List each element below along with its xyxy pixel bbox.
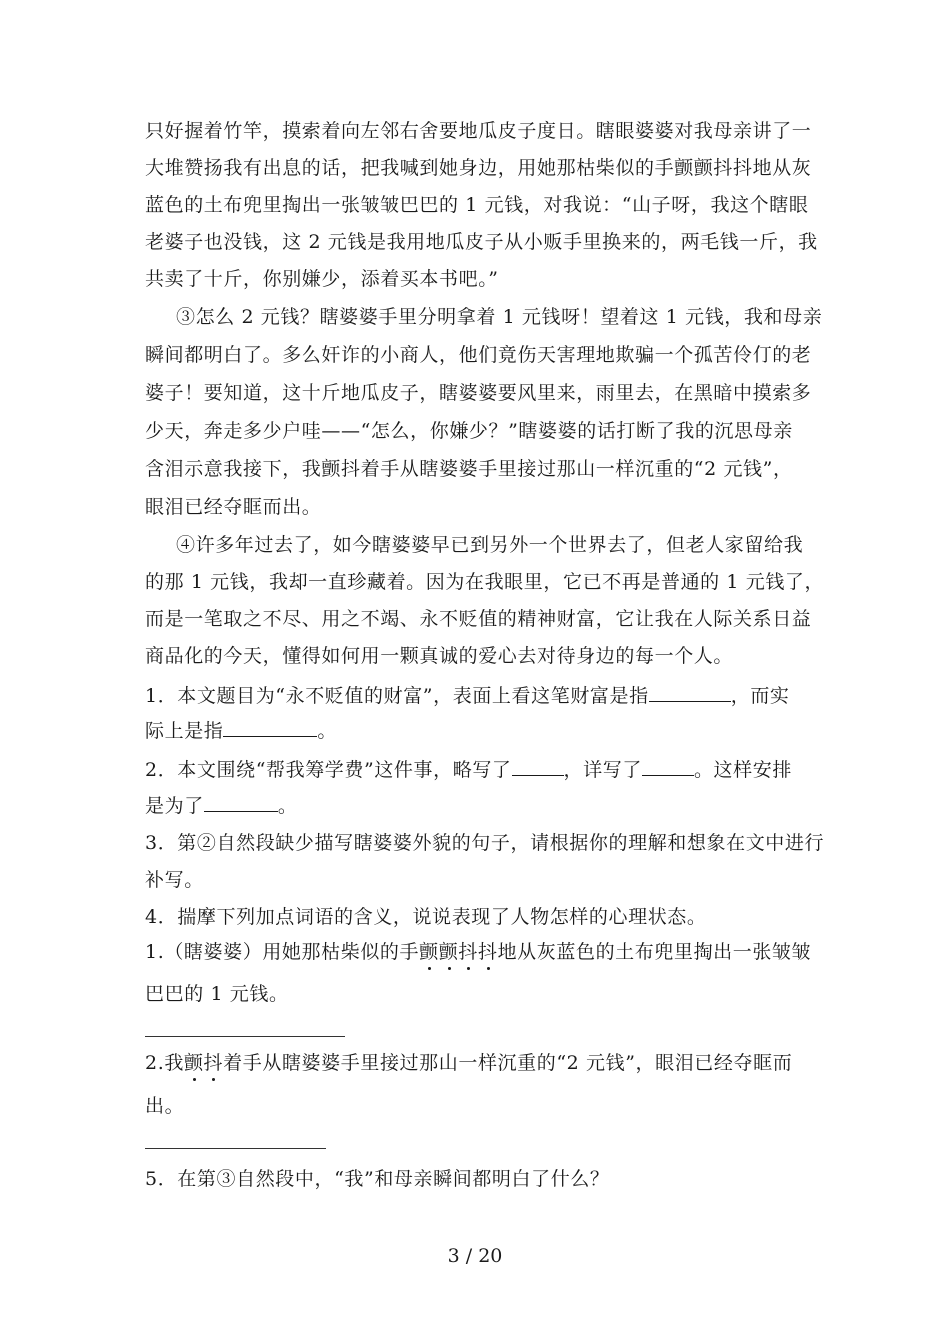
question-3: 3．第②自然段缺少描写瞎婆婆外貌的句子，请根据你的理解和想象在文中进行 xyxy=(145,832,825,854)
dotted-char: 抖 xyxy=(203,1052,224,1074)
question-2 xyxy=(145,757,792,782)
paragraph-line: 商品化的今天，懂得如何用一颗真诚的爱心去对待身边的每一个人。 xyxy=(145,645,734,667)
dotted-char: 抖 xyxy=(458,941,478,963)
question-text: ，而实 xyxy=(730,685,790,707)
question-3-continued: 补写。 xyxy=(145,869,204,891)
answer-blank[interactable] xyxy=(649,683,731,702)
question-text: 2．本文围绕“帮我筹学费”这件事，略写了 xyxy=(145,759,512,781)
paragraph-line: 老婆子也没钱，这 2 元钱是我用地瓜皮子从小贩手里换来的，两毛钱一斤，我 xyxy=(145,231,818,253)
question-text: 是为了 xyxy=(145,795,204,817)
question-text: 。这样安排 xyxy=(693,759,792,781)
answer-blank[interactable] xyxy=(223,718,317,737)
paragraph-line: 含泪示意我接下，我颤抖着手从瞎婆婆手里接过那山一样沉重的“2 元钱”， xyxy=(145,458,793,480)
dotted-char: 颤 xyxy=(183,1052,204,1074)
answer-blank[interactable] xyxy=(204,793,278,812)
dotted-char: 抖 xyxy=(477,941,498,963)
question-text: 。 xyxy=(277,795,298,817)
question-5: 5．在第③自然段中，“我”和母亲瞬间都明白了什么？ xyxy=(145,1168,610,1190)
sentence-text: 着手从瞎婆婆手里接过那山一样沉重的“2 元钱”，眼泪已经夺眶而 xyxy=(223,1052,793,1074)
sentence-text: 2.我 xyxy=(145,1052,184,1074)
question-text: ，详写了 xyxy=(563,759,642,781)
paragraph-line: 瞬间都明白了。多么奸诈的小商人，他们竟伤天害理地欺骗一个孤苦伶仃的老 xyxy=(145,344,812,366)
dotted-char: 颤 xyxy=(438,941,459,963)
question-2-continued xyxy=(145,793,297,818)
paragraph-line: 的那 1 元钱，我却一直珍藏着。因为在我眼里，它已不再是普通的 1 元钱了， xyxy=(145,571,825,593)
answer-line[interactable] xyxy=(145,1148,326,1149)
paragraph-line: 眼泪已经夺眶而出。 xyxy=(145,496,322,518)
paragraph-line: 大堆赞扬我有出息的话，把我喊到她身边，用她那枯柴似的手颤颤抖抖地从灰 xyxy=(145,157,812,179)
paragraph-line: 蓝色的土布兜里掏出一张皱皱巴巴的 1 元钱，对我说：“山子呀，我这个瞎眼 xyxy=(145,194,809,216)
answer-blank[interactable] xyxy=(512,757,564,776)
paragraph-line: ③怎么 2 元钱？瞎婆婆手里分明拿着 1 元钱呀！望着这 1 元钱，我和母亲 xyxy=(176,306,823,328)
answer-blank[interactable] xyxy=(642,757,694,776)
sentence-2-continued: 出。 xyxy=(145,1095,185,1117)
question-1 xyxy=(145,683,790,708)
paragraph-line: ④许多年过去了，如今瞎婆婆早已到另外一个世界去了，但老人家留给我 xyxy=(176,534,804,556)
sentence-text: 1.（瞎婆婆）用她那枯柴似的手 xyxy=(145,941,420,963)
question-text: 际上是指 xyxy=(145,720,224,742)
paragraph-line: 而是一笔取之不尽、用之不竭、永不贬值的精神财富，它让我在人际关系日益 xyxy=(145,608,812,630)
page-number: 3 / 20 xyxy=(447,1245,503,1267)
paragraph-line: 少天，奔走多少户哇——“怎么，你嫌少？”瞎婆婆的话打断了我的沉思母亲 xyxy=(145,420,793,442)
paragraph-line: 婆子！要知道，这十斤地瓜皮子，瞎婆婆要风里来，雨里去，在黑暗中摸索多 xyxy=(145,382,812,404)
paragraph-line: 只好握着竹竿，摸索着向左邻右舍要地瓜皮子度日。瞎眼婆婆对我母亲讲了一 xyxy=(145,120,812,142)
sentence-1 xyxy=(145,940,811,964)
question-text: 1．本文题目为“永不贬值的财富”，表面上看这笔财富是指 xyxy=(145,685,649,707)
sentence-text: 地从灰蓝色的土布兜里掏出一张皱皱 xyxy=(497,941,812,963)
question-text: 。 xyxy=(317,720,338,742)
dotted-char: 颤 xyxy=(419,941,439,963)
question-1-continued xyxy=(145,718,337,743)
question-4: 4．揣摩下列加点词语的含义，说说表现了人物怎样的心理状态。 xyxy=(145,906,707,928)
answer-line[interactable] xyxy=(145,1036,345,1037)
sentence-2 xyxy=(145,1051,792,1075)
paragraph-line: 共卖了十斤，你别嫌少，添着买本书吧。” xyxy=(145,268,499,290)
sentence-1-continued: 巴巴的 1 元钱。 xyxy=(145,983,289,1005)
